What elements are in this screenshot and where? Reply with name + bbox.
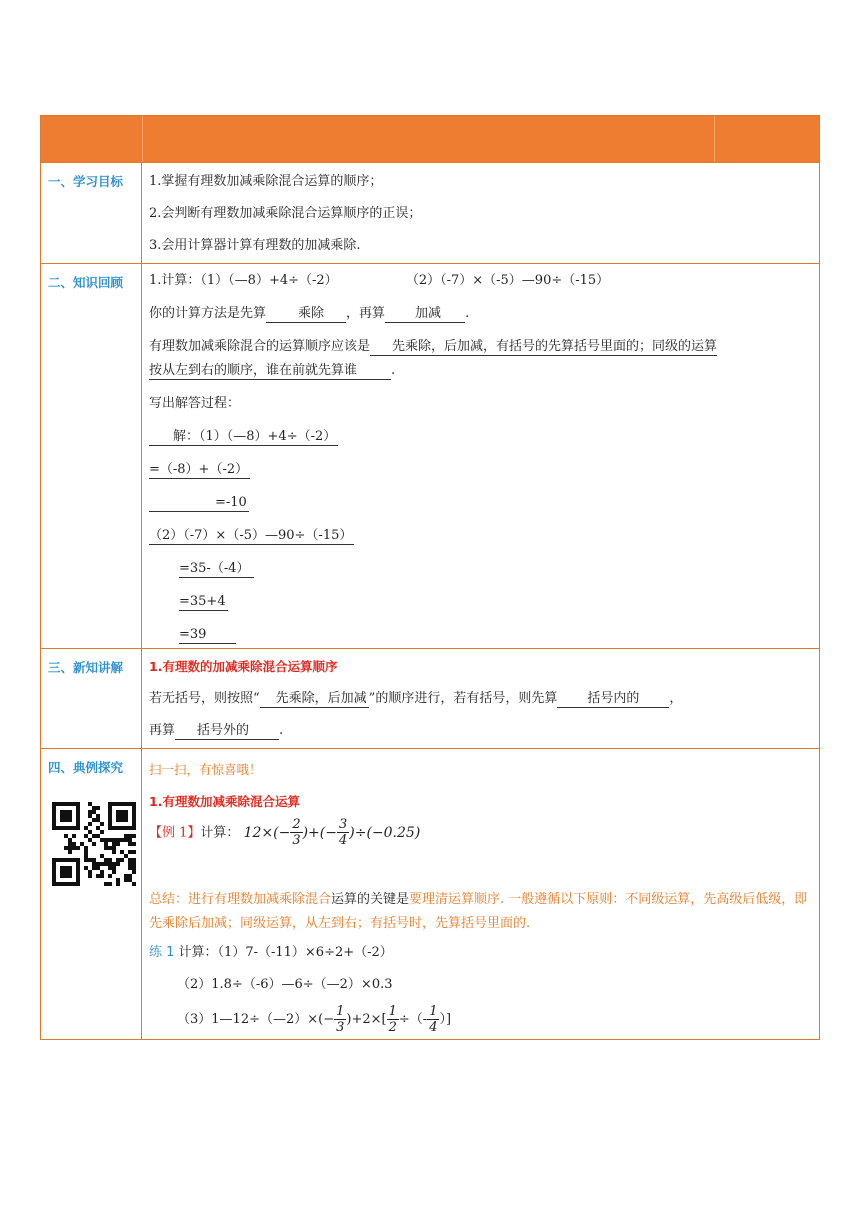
numerator: 1 (429, 1004, 438, 1019)
method-end: . (465, 306, 470, 321)
practice-3 (149, 1004, 813, 1035)
review-question (149, 272, 813, 290)
section-content (142, 749, 819, 1039)
section-content (142, 163, 819, 263)
method-sentence (149, 305, 813, 323)
numerator: 2 (292, 817, 301, 832)
section-label: 三、新知讲解 (41, 649, 142, 748)
section-content (142, 649, 819, 748)
section-label (41, 749, 142, 1039)
solution-text: =35+4 (179, 594, 226, 609)
solution-line (149, 461, 813, 479)
fraction (334, 1004, 346, 1035)
solution-line (149, 527, 813, 545)
fraction (290, 817, 302, 848)
table-header-bar (41, 116, 819, 163)
section-content (142, 264, 819, 648)
practice-tag: 练 1 (149, 945, 175, 960)
order-end: . (391, 363, 396, 378)
question-2: （2）（-7）×（-5）—90÷（-15） (405, 273, 610, 288)
section-new-knowledge (41, 649, 819, 749)
denominator: 2 (388, 1020, 397, 1035)
rule-sentence-cont (149, 722, 813, 740)
rule-end: . (279, 723, 284, 738)
fraction (337, 817, 349, 848)
formula-part: ）] (439, 1012, 452, 1027)
order-sentence (149, 338, 813, 356)
rule-prefix: 若无括号，则按照“ (149, 691, 260, 706)
answer-blank: 加减 (385, 306, 465, 323)
summary-text: 总结：进行有理数加减乘除混合 (149, 892, 332, 907)
numerator: 1 (388, 1004, 397, 1019)
denominator: 4 (338, 833, 348, 848)
practice-2: （2）1.8÷（-6）—6÷（—2）×0.3 (177, 977, 393, 992)
write-process-label: 写出解答过程： (149, 396, 241, 411)
fraction (387, 1004, 399, 1035)
solution-text: =（-8）+（-2） (149, 462, 249, 477)
formula-part: ÷（- (398, 1012, 428, 1027)
example-tag: 【例 1】 (149, 825, 201, 841)
subsection-title: 1.有理数的加减乘除混合运算顺序 (149, 659, 338, 674)
denominator: 3 (292, 833, 301, 848)
header-divider (142, 116, 143, 162)
header-divider (714, 116, 715, 162)
solution-text: =39 (179, 627, 236, 644)
formula-part: 12×(− (243, 824, 291, 841)
answer-blank: 先乘除，后加减 (260, 691, 369, 708)
rule-prefix: 再算 (149, 723, 176, 738)
section-label: 二、知识回顾 (41, 264, 142, 648)
section-examples (41, 749, 819, 1039)
section-knowledge-review (41, 264, 819, 649)
solution-text: （2）（-7）×（-5）—90÷（-15） (149, 528, 353, 543)
answer-blank: 按从左到右的顺序，谁在前就先算谁 (149, 363, 391, 380)
goal-item: 3.会用计算器计算有理数的加减乘除. (149, 238, 361, 253)
solution-line (149, 494, 813, 512)
method-prefix: 你的计算方法是先算 (149, 306, 267, 321)
formula-part: ) (346, 1012, 352, 1027)
solution-text: 解：（1）（—8）+4÷（-2） (149, 429, 338, 446)
solution-text: =-10 (149, 495, 249, 512)
order-sentence-cont (149, 362, 813, 380)
summary (149, 888, 813, 936)
summary-text: 要理清运算顺序. 一般遵循以下原则：不同级运算，先 (409, 892, 717, 907)
qr-code[interactable] (52, 802, 136, 886)
example-1 (149, 817, 813, 848)
denominator: 4 (429, 1020, 438, 1035)
example-formula (243, 817, 421, 848)
answer-blank: 先乘除，后加减，有括号的先算括号里面的；同级的运算 (370, 339, 717, 356)
subsection-title: 1.有理数加减乘除混合运算 (149, 794, 300, 809)
rule-mid: ”的顺序进行，若有括号，则先算 (368, 691, 558, 706)
summary-text: 高级后低级，即先乘除后加减；同级运算，从左到右；有括号时，先算括号里面的. (149, 892, 808, 931)
formula-part: (− (318, 1012, 335, 1027)
solution-line (149, 593, 813, 611)
goal-item: 2.会判断有理数加减乘除混合运算顺序的正误； (149, 206, 422, 221)
method-mid: ，再算 (346, 306, 386, 321)
answer-blank: 乘除 (266, 306, 346, 323)
practice-question: 计算：（1）7-（-11）×6÷2+（-2） (178, 945, 393, 960)
summary-text: 运算的关键是 (331, 892, 410, 907)
solution-text: =35-（-4） (179, 561, 254, 578)
section-label: 一、学习目标 (41, 163, 142, 263)
solution-line (149, 560, 813, 578)
denominator: 3 (336, 1020, 345, 1035)
numerator: 1 (336, 1004, 345, 1019)
formula-part: +2×[ (351, 1012, 387, 1027)
rule-end: ， (669, 691, 683, 706)
section-learning-goals (41, 163, 819, 264)
fraction (427, 1004, 439, 1035)
formula-part: )+(− (302, 824, 337, 841)
practice-1 (149, 944, 813, 962)
lesson-table (40, 115, 820, 1040)
formula-part: )÷(−0.25) (349, 824, 421, 841)
answer-blank: 括号内的 (557, 691, 669, 708)
answer-blank: 括号外的 (175, 723, 279, 740)
solution-line (149, 428, 813, 446)
question-1: 1.计算：（1）（—8）+4÷（-2） (149, 273, 338, 288)
scan-prompt: 扫一扫，有惊喜哦！ (149, 762, 262, 777)
numerator: 3 (338, 817, 348, 832)
solution-line (149, 626, 813, 644)
order-prefix: 有理数加减乘除混合的运算顺序应该是 (149, 339, 371, 354)
rule-sentence (149, 690, 813, 708)
goal-item: 1.掌握有理数加减乘除混合运算的顺序； (149, 174, 383, 189)
section-label-text: 四、典例探究 (48, 760, 124, 775)
example-prompt: 计算： (200, 825, 240, 841)
formula-part: （3）1—12÷（—2）× (177, 1012, 319, 1027)
